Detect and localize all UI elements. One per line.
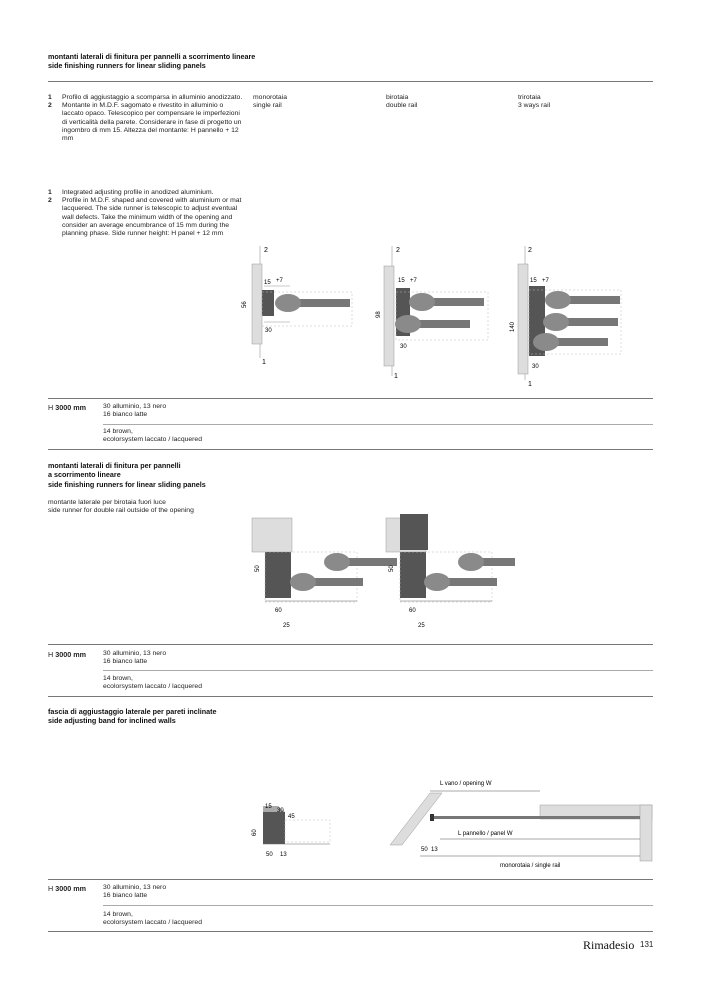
page-number: 131 (640, 940, 654, 949)
label-1: 1 (528, 381, 532, 388)
dim-15: 15 (530, 278, 537, 284)
section1-notes-en (48, 189, 243, 238)
dim-25: 25 (418, 623, 425, 629)
list-item: 1 Integrated adjusting profile in anodized aluminium. (48, 189, 214, 196)
runner-section-drawings (240, 240, 660, 390)
height-spec: H 3000 mm (48, 403, 86, 412)
divider (103, 670, 653, 671)
list-item: 2 Profile in M.D.F. shaped and covered with aluminium or mat lacquered. The side runner is telescopic to adjust eventual wall defects. Take the minimum width of the opening and consider an average encumbrance of 15 mm during the planning phase. Side runner height: H panel + 12 mm (48, 197, 242, 238)
plan-single-rail: monorotaia / single rail (500, 863, 561, 869)
outside-runner-drawings (245, 508, 515, 633)
drawing-double-rail (376, 246, 488, 380)
dim-60: 60 (252, 829, 258, 836)
dim-30: 30 (277, 808, 284, 814)
finish-list: 30 alluminio, 13 nero 16 bianco latte (103, 650, 167, 666)
finish-list: 30 alluminio, 13 nero 16 bianco latte (103, 403, 167, 419)
divider (103, 905, 653, 906)
list-item: 1 Profilo di aggiustaggio a scomparsa in alluminio anodizzato. (48, 94, 243, 101)
height-spec: H 3000 mm (48, 650, 86, 659)
dim-plus7: +7 (410, 278, 417, 284)
section2-subtitle: montante laterale per birotaia fuori luce side runner for double rail outside of the opening (48, 499, 194, 515)
label-2: 2 (528, 247, 532, 254)
inclined-wall-plan (390, 775, 655, 875)
brand-logo: Rimadesio (583, 938, 635, 952)
dim-15: 15 (265, 804, 272, 810)
section1-title-en: side finishing runners for linear sliding panels (48, 61, 206, 71)
divider (48, 696, 653, 697)
plan-dim-13: 13 (431, 847, 438, 853)
dim-30: 30 (265, 328, 272, 334)
divider (48, 449, 653, 450)
column-label-triple: trirotaia 3 ways rail (518, 94, 551, 110)
drawing-outside-runner-a (252, 518, 397, 629)
plan-dim-50: 50 (421, 847, 428, 853)
divider (48, 931, 653, 932)
dim-15: 15 (398, 278, 405, 284)
drawing-triple-rail (510, 246, 621, 388)
list-item: 2 Montante in M.D.F. sagomato e rivestito in alluminio o laccato opaco. Telescopico per compensare le imperfezioni di verticalità della parete. Considerare in fase di progetto un ingombro di mm 15. Altezza del montante: H pannello + 12 mm (48, 102, 242, 143)
plan-opening-width: L vano / opening W (440, 781, 492, 787)
label-2: 2 (396, 247, 400, 254)
divider (48, 81, 653, 82)
divider (48, 879, 653, 880)
drawing-single-rail (242, 246, 352, 366)
label-2: 2 (264, 247, 268, 254)
dim-30: 30 (532, 364, 539, 370)
drawing-outside-runner-b (386, 514, 515, 629)
dim-45: 45 (288, 814, 295, 820)
dim-plus7: +7 (542, 278, 549, 284)
finish-list: 30 alluminio, 13 nero 16 bianco latte (103, 884, 167, 900)
section1-title-it: montanti laterali di finitura per pannelli a scorrimento lineare (48, 52, 256, 61)
dim-height-140: 140 (510, 321, 516, 332)
dim-25: 25 (283, 623, 290, 629)
inclined-wall-section (250, 798, 340, 864)
label-1: 1 (262, 359, 266, 366)
dim-30: 30 (400, 344, 407, 350)
column-label-single: monorotaia single rail (253, 94, 288, 110)
dim-50: 50 (255, 565, 261, 572)
divider (48, 398, 653, 399)
section3-title: fascia di aggiustaggio laterale per pareti inclinate side adjusting band for inclined walls (48, 707, 217, 726)
column-label-double: birotaia double rail (386, 94, 418, 110)
dim-height-98: 98 (376, 311, 382, 318)
dim-50: 50 (266, 852, 273, 858)
dim-15: 15 (264, 280, 271, 286)
divider (103, 424, 653, 425)
height-spec: H 3000 mm (48, 884, 86, 893)
dim-height-56: 56 (242, 301, 248, 308)
dim-plus7: +7 (276, 278, 283, 284)
section1-title (48, 52, 255, 71)
finish-list: 14 brown, ecolorsystem laccato / lacquered (103, 428, 202, 444)
dim-13: 13 (280, 852, 287, 858)
plan-panel-width: L pannello / panel W (458, 831, 513, 837)
divider (48, 644, 653, 645)
dim-60: 60 (409, 608, 416, 614)
label-1: 1 (394, 373, 398, 380)
section1-notes-it (48, 94, 243, 143)
dim-50: 50 (389, 565, 395, 572)
dim-60: 60 (275, 608, 282, 614)
finish-list: 14 brown, ecolorsystem laccato / lacquered (103, 675, 202, 691)
finish-list: 14 brown, ecolorsystem laccato / lacquered (103, 911, 202, 927)
section2-title: montanti laterali di finitura per pannelli a scorrimento lineare side finishing runners for linear sliding panels (48, 461, 206, 489)
